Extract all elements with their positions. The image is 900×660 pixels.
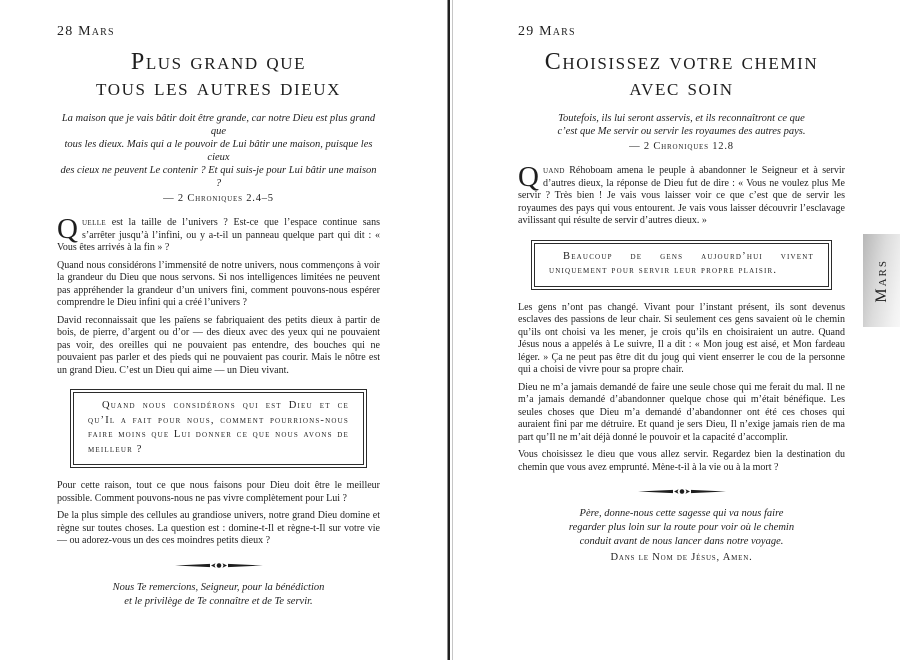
scripture-epigraph [57,112,380,190]
lead-small-caps: uelle [81,217,107,228]
body-paragraph: De la plus simple des cellules au grandiose univers, notre grand Dieu domine et règne sur toutes choses. La question est : domine-t-Il et règne-t-Il sur votre vie — ou adorez-vous un des ces moindres petits dieux ? [57,510,380,546]
epigraph-line: des cieux ne peuvent Le contenir ? Et qui suis-je pour Lui bâtir une maison ? [60,165,377,189]
body-paragraph [57,213,380,255]
body-paragraph: Vous choisissez le dieu que vous allez servir. Regardez bien la destination du chemin que vous avez emprunté. Mène-t-il à la vie ou à la mort ? [518,449,845,473]
drop-cap: Q [57,213,78,245]
drop-cap: Q [518,161,539,193]
section-divider [518,487,845,496]
body-paragraph: Quand nous considérons l’immensité de notre univers, nous commençons à voir la grandeur du Dieu que nous servons. Si nos intelligences limitées ne peuvent pas appréhender la grandeur d’un univers fini, comment pouvons-nous espérer comprendre le Dieu infini qui a créé l’univers ? [57,259,380,308]
divider-flourish-icon [175,561,263,570]
month-tab-mars [863,234,900,327]
page-gutter [446,0,453,660]
section-divider [57,561,380,570]
prayer-line: et le privilège de Te connaître et de Te servir. [124,595,313,607]
epigraph-line: Toutefois, ils lui seront asservis, et ils reconnaîtront ce que [558,113,805,124]
callout-box: Quand nous considérons qui est Dieu et ce qu’Il a fait pour nous, comment pourrions-nous faire moins que Lui donner ce que nous avons de meilleur ? [70,389,367,468]
lead-small-caps: uand [542,165,565,176]
divider-flourish-icon [638,487,726,496]
page-title [57,49,380,101]
page-date: 29 Mars [518,24,576,39]
prayer-line: Nous Te remercions, Seigneur, pour la bénédiction [112,581,325,593]
epigraph-line: c’est que Me servir ou servir les royaumes des autres pays. [557,126,806,137]
scripture-reference: — 2 Chroniques 2.4–5 [163,193,274,204]
body-paragraph: David reconnaissait que les païens se fabriquaient des petits dieux à partir de bois, de pierre, d’argent ou d’or — des dieux avec des yeux qui ne pouvaient pas voir, des oreilles qui ne pouvaient pas entendre, des bouches qui ne pouvaient pas parler et des pieds qui ne pouvaient pas courir. Mais le nôtre est un grand Dieu. C’est un Dieu qui aime — un Dieu vivant. [57,314,380,376]
body-paragraph: Pour cette raison, tout ce que nous faisons pour Dieu doit être le meilleur possible. Comment pouvons-nous ne pas vivre complètement pour Lui ? [57,480,380,504]
page-title-line: tous les autres dieux [96,75,341,101]
scripture-epigraph [518,112,845,138]
closing-prayer [518,507,845,549]
page-date: 28 Mars [57,24,115,39]
page-title-line: Choisissez votre chemin [544,49,819,75]
body-paragraph [518,161,845,228]
month-tab-label: Mars [872,258,890,303]
scripture-reference: — 2 Chroniques 12.8 [629,141,734,152]
prayer-line: regarder plus loin sur la route pour voir où le chemin [568,522,795,533]
epigraph-line: La maison que je vais bâtir doit être grande, car notre Dieu est plus grand que [61,113,376,137]
page-title-line: Plus grand que [130,49,307,75]
paragraph-text: Réhoboam amena le peuple à abandonner le Seigneur et à servir d’autres dieux, la réponse de Dieu fut de dire : « Vous ne voulez plus Me servir ? Très bien ! Je vais vous laisser voir ce que c’est que de servir les royaumes des pays qui vous entourent. Je vais vous laisser découvrir l’esclavage avilissant qui résulte de servir d’autres dieux. » [518,165,845,226]
page-left [0,0,446,660]
prayer-line: Père, donne-nous cette sagesse qui va nous faire [579,508,784,519]
prayer-amen-line: Dans le Nom de Jésus, Amen. [610,552,753,563]
callout-box: Beaucoup de gens aujourd’hui vivent uniquement pour servir leur propre plaisir. [531,240,832,290]
page-title [518,49,845,101]
body-paragraph: Dieu ne m’a jamais demandé de faire une seule chose qui me ferait du mal. Il ne m’a jamais demandé d’abandonner quelque chose qui m’était bénéfique. Les seules choses que Dieu m’a demandé d’abandonner ont été ces choses qui auraient fini par me détruire. Et quand je sers Dieu, Il n’exige jamais rien de ma part qu’Il ne m’ait déjà donné le pouvoir et la capacité d’accomplir. [518,381,845,443]
body-paragraph: Les gens n’ont pas changé. Vivant pour l’instant présent, ils sont devenus esclaves des passions de leur chair. Si seulement ces gens savaient où le chemin qu’ils ont choisi va les mener, je crois qu’ils en choisiraient un autre. Quand Jésus nous a appelés à Le suivre, Il a dit : « Mon joug est aisé, et Mon fardeau léger. » Ça ne peut pas être dit du joug qui vient enserrer le cou de la personne qui a choisi de vivre pour sa propre chair. [518,301,845,375]
page-right [453,0,900,660]
page-title-line: avec soin [629,75,734,101]
prayer-line: conduit avant de nous lancer dans notre voyage. [579,536,784,547]
closing-prayer [57,581,380,609]
epigraph-line: tous les dieux. Mais qui a le pouvoir de Lui bâtir une maison, puisque les cieux [64,139,373,163]
paragraph-text: est la taille de l’univers ? Est-ce que l’espace continue sans s’arrêter jusqu’à l’infini, ou y a-t-il un panneau quelque part qui dit : « Vous êtes arrivés à la fin » ? [57,217,380,253]
